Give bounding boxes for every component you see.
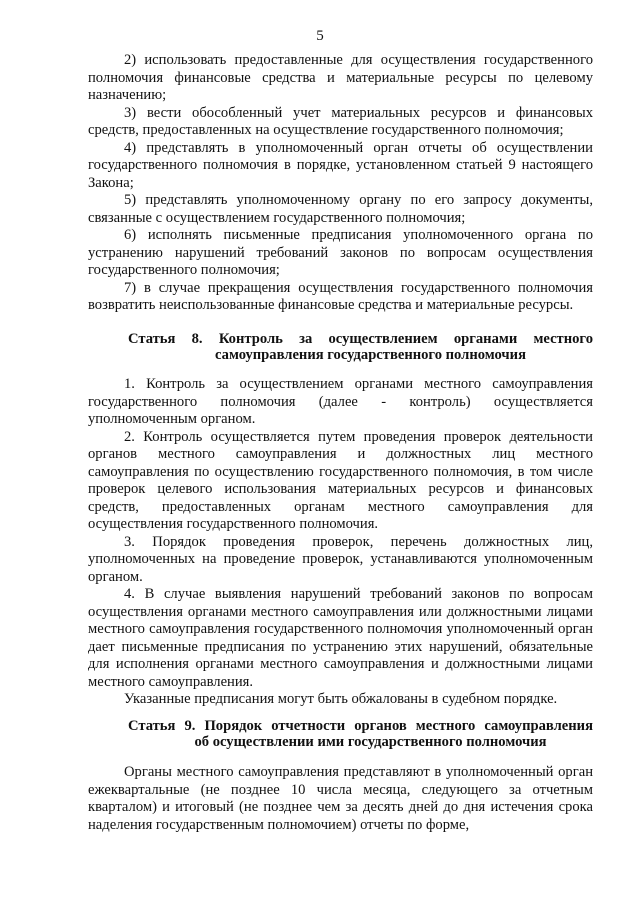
list-item: 3) вести обособленный учет материальных ресурсов и финансовых средств, предоставленных на осуществление государственного полномочия; bbox=[88, 104, 593, 138]
article-8-body bbox=[88, 376, 593, 709]
article-8-heading-line2: самоуправления государственного полномочия bbox=[215, 347, 526, 363]
article-8-paragraph: 4. В случае выявления нарушений требований законов по вопросам осуществления органами местного самоуправления или должностными лицами местного самоуправления государственного полномочия уполномоченный орган дает письменные предписания по устранению этих нарушений, обязательные для исполнения органами местного самоуправления и должностными лицами местного самоуправления. bbox=[88, 586, 593, 690]
article-9-body bbox=[88, 764, 593, 834]
article-8-paragraph: 1. Контроль за осуществлением органами местного самоуправления государственного полномочия (далее - контроль) осуществляется уполномоченным органом. bbox=[88, 376, 593, 427]
article-8-paragraph: 3. Порядок проведения проверок, перечень должностных лиц, уполномоченных на проведение проверок, устанавливаются уполномоченным органом. bbox=[88, 533, 593, 585]
article-8-paragraph: 2. Контроль осуществляется путем проведения проверок деятельности органов местного самоуправления и должностных лиц местного самоуправления по осуществлению государственного полномочия, в том числе проверок целевого использования материальных ресурсов и финансовых средств, предоставленных органам местного самоуправления для осуществления государственного полномочия. bbox=[88, 428, 593, 532]
list-item: 7) в случае прекращения осуществления государственного полномочия возвратить неиспользованные финансовые средства и материальные ресурсы. bbox=[88, 279, 593, 313]
page-number: 5 bbox=[316, 28, 324, 44]
list-item: 6) исполнять письменные предписания уполномоченного органа по устранению нарушений требований законов по вопросам осуществления государственного полномочия; bbox=[88, 227, 593, 278]
article-9-heading-line2: об осуществлении ими государственного полномочия bbox=[194, 734, 547, 750]
article-8-heading bbox=[88, 331, 593, 363]
list-item: 5) представлять уполномоченному органу по его запросу документы, связанные с осуществлением государственного полномочия; bbox=[88, 192, 593, 226]
article-8-heading-line1: Статья 8. Контроль за осуществлением органами местного bbox=[128, 331, 593, 347]
article-9-heading bbox=[88, 718, 593, 750]
article-9-heading-line1: Статья 9. Порядок отчетности органов местного самоуправления bbox=[128, 718, 593, 734]
obligations-list bbox=[88, 52, 593, 315]
list-item: 2) использовать предоставленные для осуществления государственного полномочия финансовые средства и материальные ресурсы по целевому назначению; bbox=[88, 52, 593, 103]
list-item: 4) представлять в уполномоченный орган отчеты об осуществлении государственного полномочия в порядке, установленном статьей 9 настоящего Закона; bbox=[88, 139, 593, 191]
article-9-paragraph: Органы местного самоуправления представляют в уполномоченный орган ежеквартальные (не позднее 10 числа месяца, следующего за отчетным кварталом) и итоговый (не позднее чем за десять дней до дня истечения срока наделения государственным полномочием) отчеты по форме, bbox=[88, 764, 593, 833]
article-8-paragraph: Указанные предписания могут быть обжалованы в судебном порядке. bbox=[124, 691, 558, 707]
